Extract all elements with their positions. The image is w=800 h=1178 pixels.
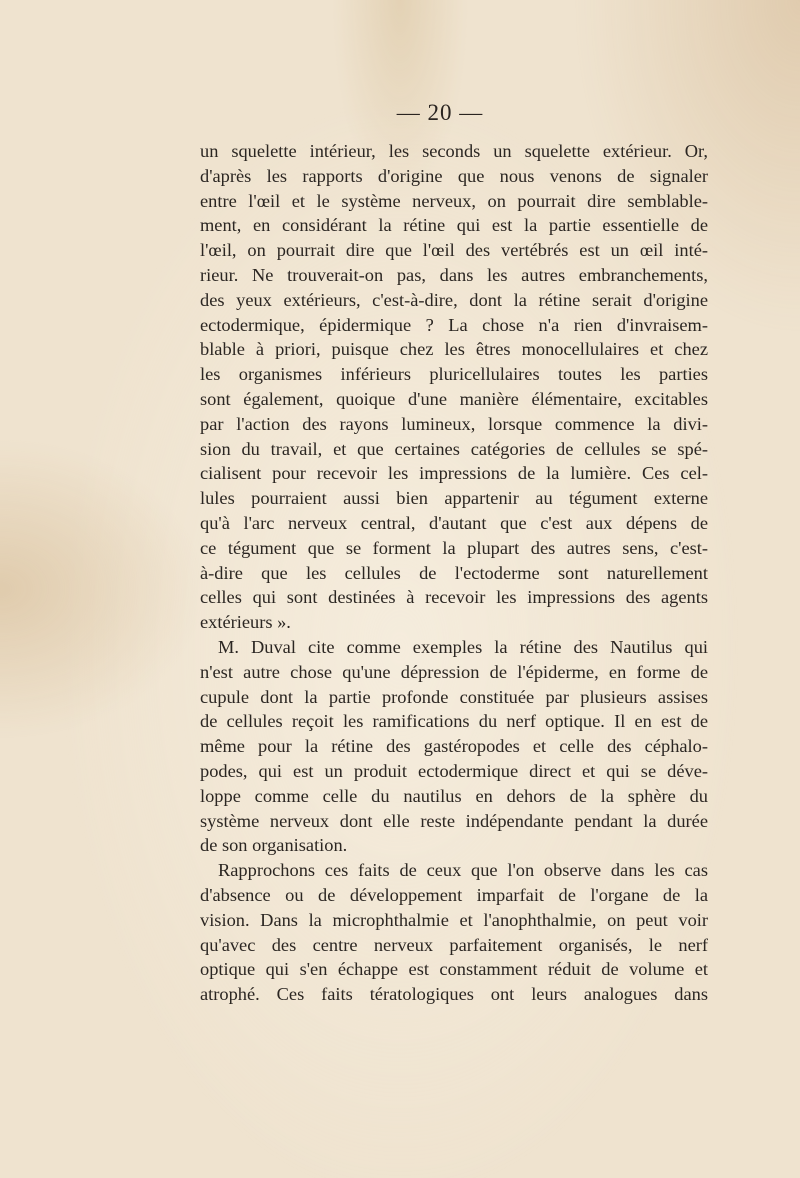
text-line: podes, qui est un produit ectodermique direct et qui se déve- [200,760,708,781]
text-line: qu'à l'arc nerveux central, d'autant que c'est aux dépens de [200,512,708,533]
text-line: Rapprochons ces faits de ceux que l'on observe dans les cas [218,860,708,881]
text-line: même pour la rétine des gastéropodes et celle des céphalo- [200,736,708,757]
text-line: ment, en considérant la rétine qui est la partie essentielle de [200,215,708,236]
text-line: un squelette intérieur, les seconds un squelette extérieur. Or, [200,141,708,161]
text-line: sont également, quoique d'une manière élémentaire, excitables [200,388,708,409]
text-line: les organismes inférieurs pluricellulaires toutes les parties [200,364,708,385]
text-line: cupule dont la partie profonde constituée par plusieurs assises [200,686,708,707]
text-line: optique qui s'en échappe est constamment réduit de volume et [200,959,708,980]
text-line: l'œil, on pourrait dire que l'œil des vertébrés est un œil inté- [200,240,708,261]
text-line: cialisent pour recevoir les impressions de la lumière. Ces cel- [200,463,708,484]
text-line: vision. Dans la microphthalmie et l'anophthalmie, on peut voir [200,909,708,930]
text-line: d'absence ou de développement imparfait de l'organe de la [200,884,708,905]
text-line: de son organisation. [200,835,348,856]
text-line: celles qui sont destinées à recevoir les impressions des agents [200,587,708,608]
text-line: blable à priori, puisque chez les êtres monocellulaires et chez [200,339,708,360]
text-line: lules pourraient aussi bien appartenir au tégument externe [200,488,708,509]
text-line: M. Duval cite comme exemples la rétine des Nautilus qui [218,636,708,657]
text-line: système nerveux dont elle reste indépendante pendant la durée [200,810,708,831]
text-line: d'après les rapports d'origine que nous venons de signaler [200,165,708,186]
page-number: — 20 — [396,100,484,125]
text-line: rieur. Ne trouverait-on pas, dans les autres embranchements, [200,264,708,285]
text-line: par l'action des rayons lumineux, lorsque commence la divi- [200,413,708,434]
text-line: de cellules reçoit les ramifications du nerf optique. Il en est de [200,711,708,732]
text-line: sion du travail, et que certaines catégories de cellules se spé- [200,438,708,459]
body-text [200,139,708,1007]
text-line: extérieurs ». [200,612,291,633]
text-line: ectodermique, épidermique ? La chose n'a rien d'invraisem- [200,314,708,335]
text-line: des yeux extérieurs, c'est-à-dire, dont la rétine serait d'origine [200,289,708,310]
text-line: entre l'œil et le système nerveux, on pourrait dire semblable- [200,190,708,211]
text-line: atrophé. Ces faits tératologiques ont leurs analogues dans [200,984,708,1005]
text-line: qu'avec des centre nerveux parfaitement organisés, le nerf [200,934,708,955]
text-line: loppe comme celle du nautilus en dehors de la sphère du [200,785,708,806]
text-line: ce tégument que se forment la plupart des autres sens, c'est- [200,537,708,558]
text-line: à-dire que les cellules de l'ectoderme sont naturellement [200,562,708,583]
text-line: n'est autre chose qu'une dépression de l'épiderme, en forme de [200,661,708,682]
